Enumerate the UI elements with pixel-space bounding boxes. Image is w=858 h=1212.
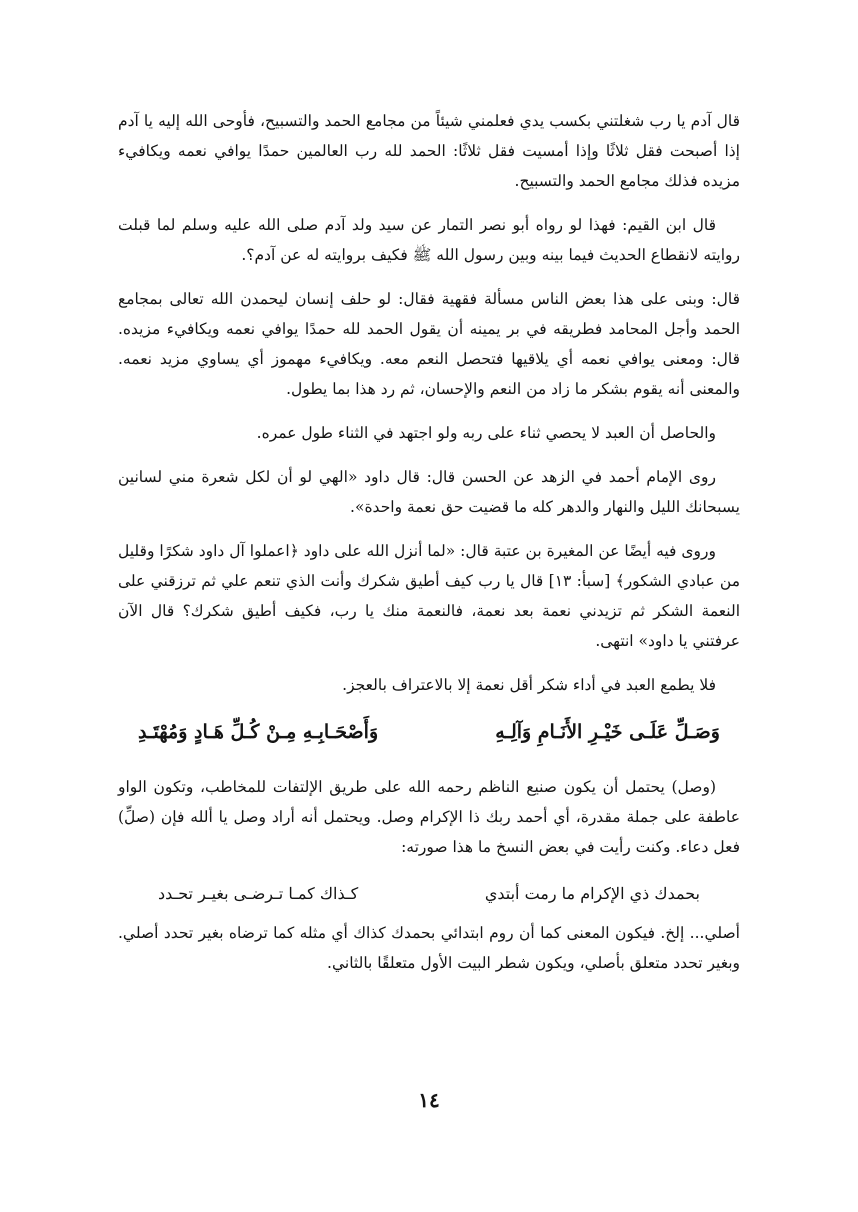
paragraph-ibn-qayyim: قال ابن القيم: فهذا لو رواه أبو نصر التمار عن سيد ولد آدم صلى الله عليه وسلم لما قبلت روايته لانقطاع الحديث فيما بينه وبين رسول الله ﷺ فكيف بروايته له عن آدم؟.: [118, 216, 740, 264]
paragraph-mughira: وروى فيه أيضًا عن المغيرة بن عتبة قال: «لما أنزل الله على داود ﴿اعملوا آل داود شكرًا وقليل من عبادي الشكور﴾ [سبأ: ١٣] قال يا رب كيف أطيق شكرك وأنت الذي تنعم علي ثم ترزقني على النعمة الشكر ثم تزيدني نعمة بعد نعمة، فالنعمة منك يا رب، فكيف أطيق شكرك؟ قال الآن عرفتني يا داود» انتهى.: [118, 542, 740, 650]
verse-main: [138, 714, 720, 750]
paragraph-osalli-meaning: أصلي... إلخ. فيكون المعنى كما أن روم ابتدائي بحمدك كذاك أي مثله كما ترضاه بغير تحدد أصلي. وبغير تحدد متعلق بأصلي، ويكون شطر البيت الأول متعلقًا بالثاني.: [118, 924, 740, 972]
paragraph-fiqh-issue: قال: وبنى على هذا بعض الناس مسألة فقهية فقال: لو حلف إنسان ليحمدن الله تعالى بمجامع الحمد وأجل المحامد فطريقه في بر يمينه أن يقول الحمد لله حمدًا يوافي نعمه ويكافيء مزيده. قال: ومعنى يوافي نعمه أي يلاقيها فتحصل النعم معه. ويكافيء مهموز أي يساوي مزيد نعمه. والمعنى أنه يقوم بشكر ما زاد من النعم والإحسان، ثم رد هذا بما يطول.: [118, 290, 740, 398]
paragraph-wasal-explanation: (وصل) يحتمل أن يكون صنيع الناظم رحمه الله على طريق الإلتفات للمخاطب، وتكون الواو عاطفة على جملة مقدرة، أي أحمد ربك ذا الإكرام وصل. ويحتمل أنه أراد وصل يا ألله فإن (صلِّ) فعل دعاء. وكنت رأيت في بعض النسخ ما هذا صورته:: [118, 778, 740, 856]
paragraph-shukr-ajz: فلا يطمع العبد في أداء شكر أقل نعمة إلا بالاعتراف بالعجز.: [342, 676, 716, 694]
verse-variant: [158, 876, 700, 912]
verse-variant-right-hemistich: بحمدك ذي الإكرام ما رمت أبتدي: [484, 884, 700, 903]
verse-variant-left-hemistich: كـذاك كمـا تـرضـى بغيـر تحـدد: [158, 884, 359, 903]
page-number: ١٤: [418, 1088, 440, 1112]
paragraph-ahmad-zuhd: روى الإمام أحمد في الزهد عن الحسن قال: قال داود «الهي لو أن لكل شعرة مني لسانين يسبحانك الليل والنهار والدهر كله ما قضيت حق نعمة واحدة».: [118, 468, 740, 516]
paragraph-adam-prayer: قال آدم يا رب شغلتني بكسب يدي فعلمني شيئاً من مجامع الحمد والتسبيح، فأوحى الله إليه يا آدم إذا أصبحت فقل ثلاثًا وإذا أمسيت فقل ثلاثًا: الحمد لله رب العالمين حمدًا يوافي نعمه ويكافيء مزيده فذلك مجامع الحمد والتسبيح.: [118, 112, 740, 190]
verse-main-left-hemistich: وَأَصْحَـابِـهِ مِـنْ كُـلِّ هَـادٍ وَمُهْتَـدِ: [138, 721, 379, 743]
paragraph-conclusion: والحاصل أن العبد لا يحصي ثناء على ربه ولو اجتهد في الثناء طول عمره.: [256, 424, 716, 442]
verse-main-right-hemistich: وَصَـلِّ عَلَـى خَيْـرِ الأَنَـامِ وَآلِـهِ: [495, 721, 720, 743]
main-text-block: [118, 106, 740, 992]
